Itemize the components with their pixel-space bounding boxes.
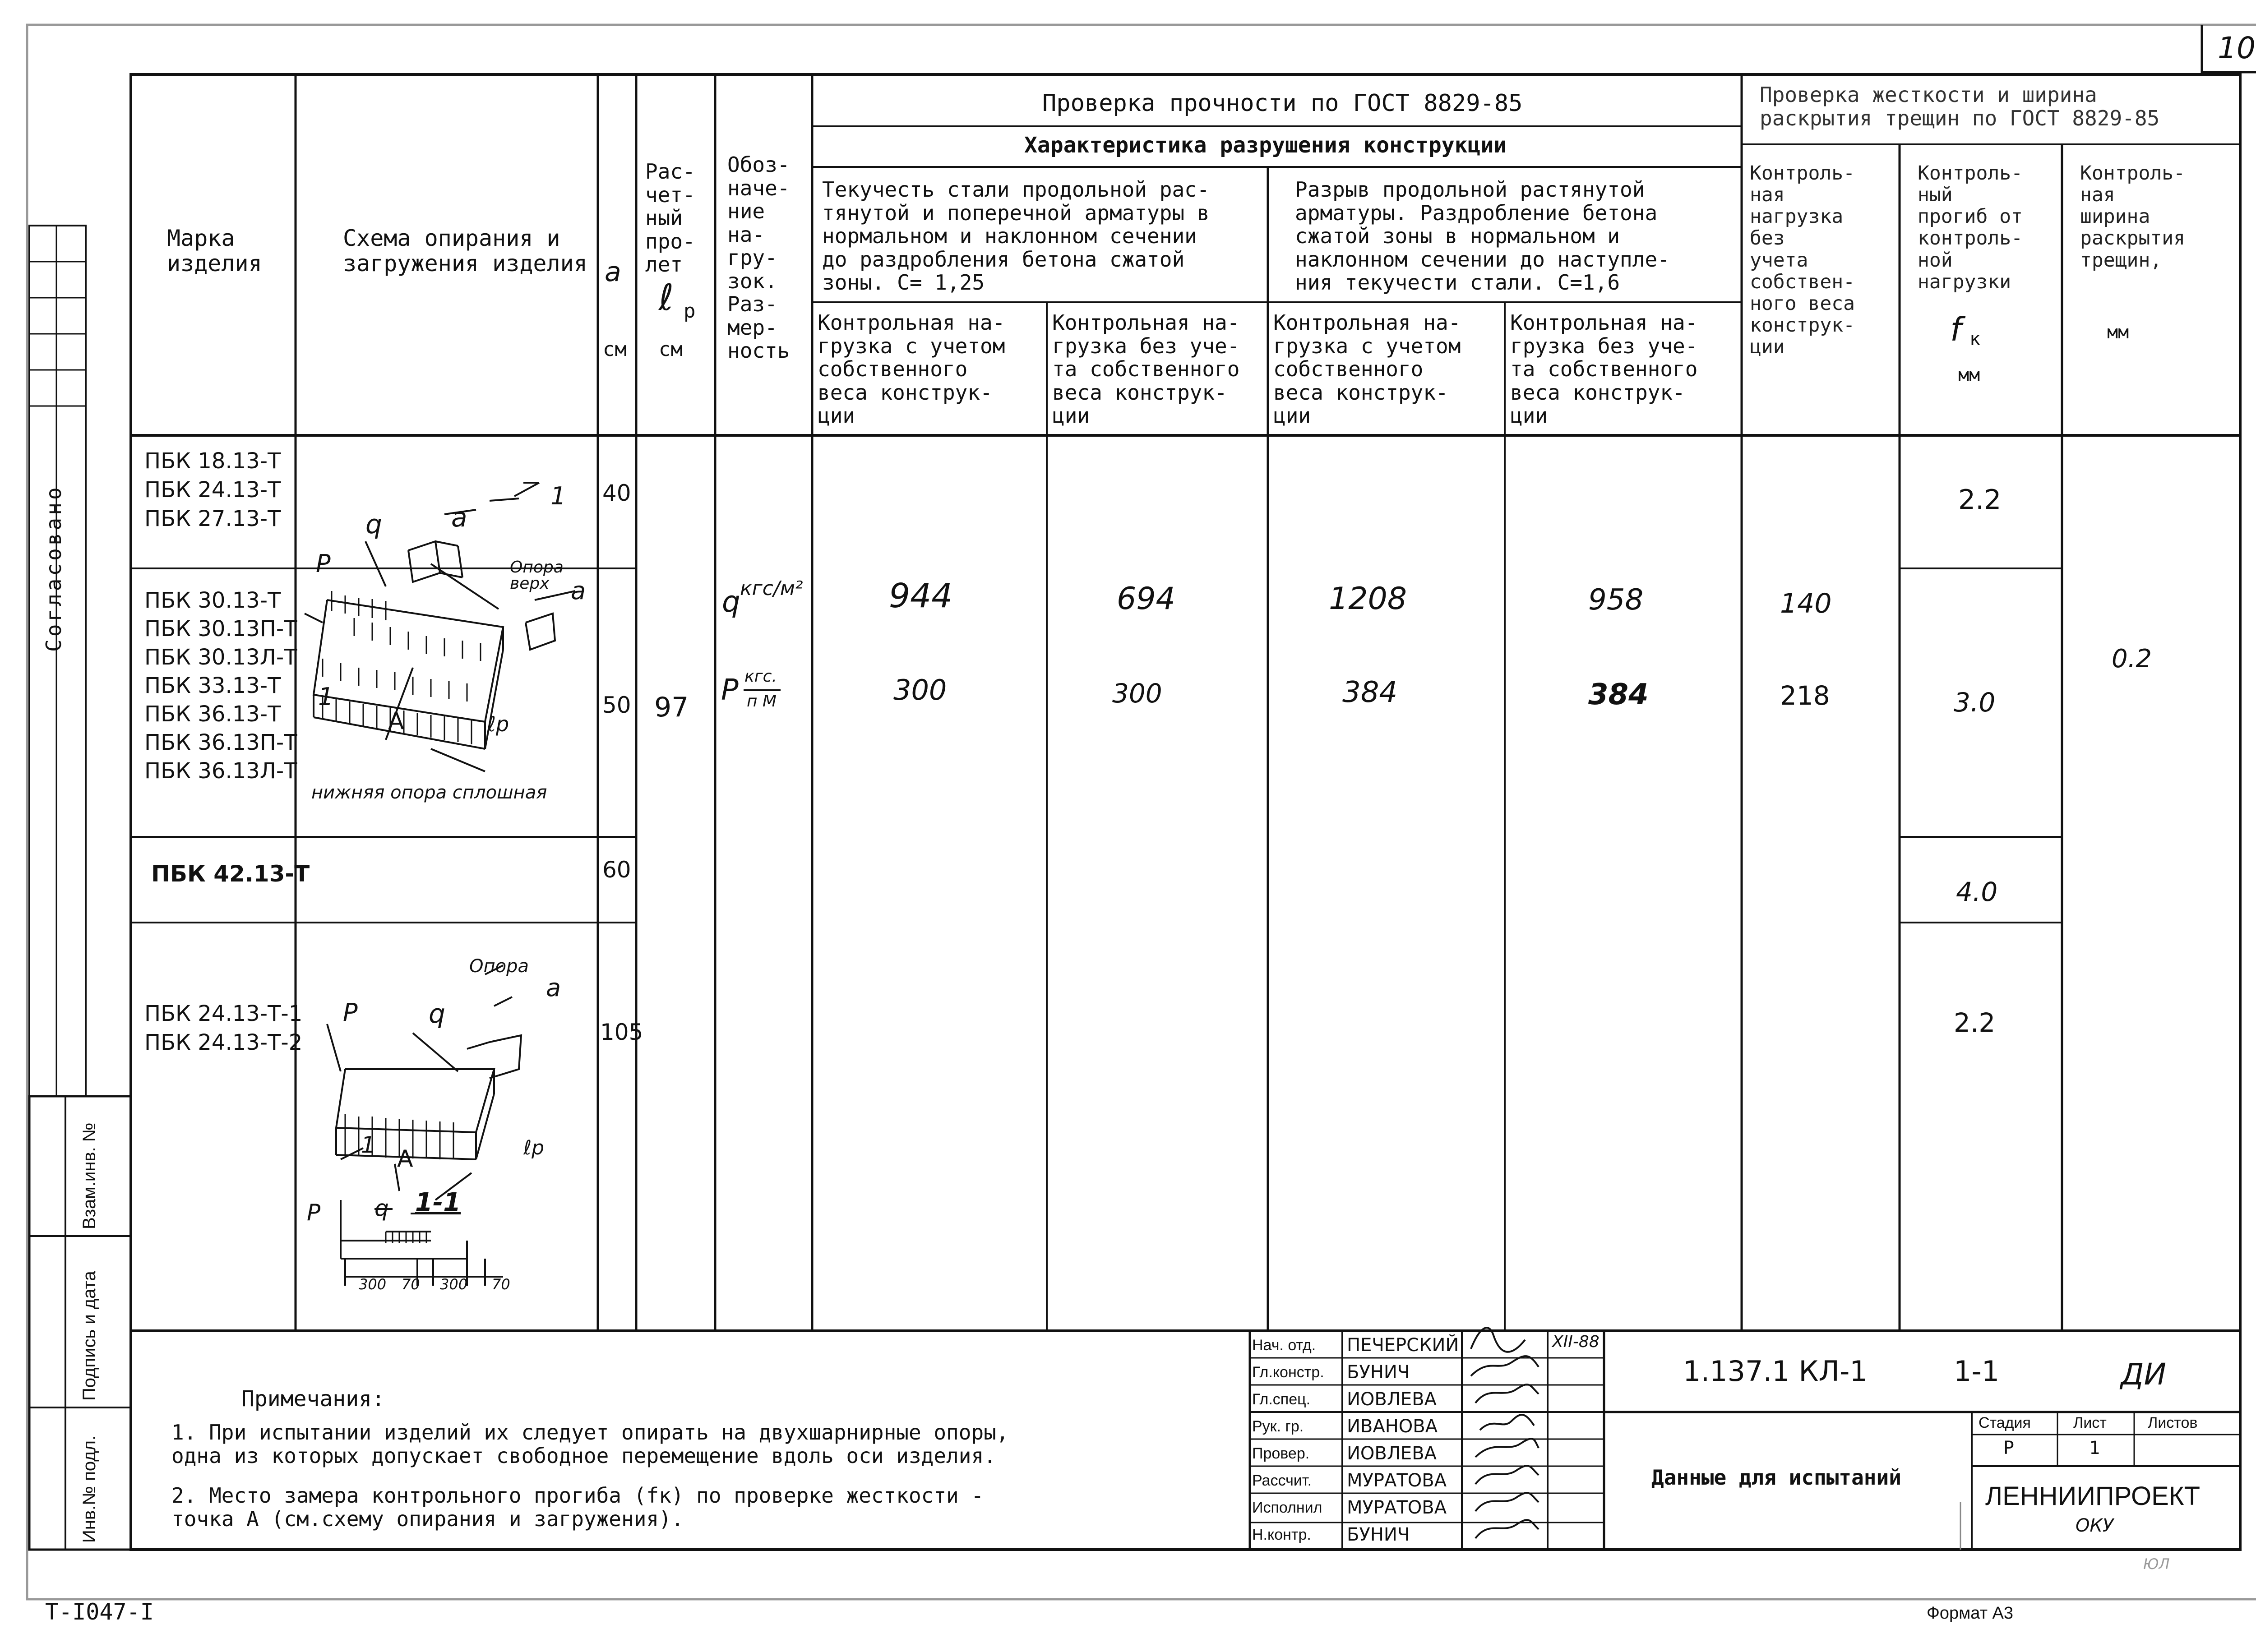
header-deflection-sub: к <box>1969 329 1981 350</box>
title-block-role: Рассчит. <box>1252 1472 1312 1489</box>
section-dim-70-2: 70 <box>492 1276 510 1293</box>
mark-item: ПБК 24.13-Т-2 <box>144 1030 303 1055</box>
scheme-lower-q: q <box>429 998 445 1029</box>
note-1: 1. При испытании изделий их следует опирать на двухшарнирные опоры, одна из которых допускает свободное перемещение вдоль оси изделия. <box>171 1420 1009 1468</box>
scheme-upper-p: P <box>316 549 331 578</box>
mark-item: ПБК 36.13П-Т <box>144 730 297 755</box>
scheme-lower-a: a <box>546 974 561 1002</box>
section-title: 1-1 <box>415 1188 461 1217</box>
title-block-role: Н.контр. <box>1252 1526 1311 1543</box>
load-p-unit-bar <box>744 689 781 691</box>
org-name: ЛЕННИИПРОЕКТ <box>1985 1481 2201 1511</box>
notes-title: Примечания: <box>241 1386 385 1412</box>
deflection-3: 4.0 <box>1956 877 1998 907</box>
mark-item: ПБК 30.13Л-Т <box>144 645 297 670</box>
header-stiff-crack: Контроль- ная ширина раскрытия трещин, <box>2080 162 2185 272</box>
header-stiff-load: Контроль- ная нагрузка без учета собствен- ного веса конструк- ции <box>1750 162 1855 359</box>
load-p-unit-bottom: п М <box>747 692 777 711</box>
title-block-role: Исполнил <box>1252 1499 1322 1516</box>
scheme-point-a: A <box>388 708 404 735</box>
section-q: q <box>374 1195 389 1221</box>
header-deflection-symbol: f <box>1950 310 1962 348</box>
title-block-name: ИОВЛЕВА <box>1347 1389 1437 1410</box>
mark-item: ПБК 36.13-Т <box>144 701 281 727</box>
yield-with-p: 300 <box>893 674 947 706</box>
header-rupture-with-weight: Контрольная на- грузка с учетом собственного веса конструк- ции <box>1273 310 1461 428</box>
scheme-lower-mark: 1 <box>361 1132 375 1158</box>
scheme-upper-a-2: a <box>571 577 586 605</box>
load-p-unit-top: кгс. <box>744 667 777 686</box>
title-block-name: МУРАТОВА <box>1347 1497 1447 1518</box>
a-value-4: 105 <box>600 1019 643 1045</box>
section-dim-300-1: 300 <box>359 1276 387 1293</box>
scheme-lower-span: ℓр <box>523 1136 545 1159</box>
header-failure-title: Характеристика разрушения конструкции <box>1024 133 1507 158</box>
note-2: 2. Место замера контрольного прогиба (fк) по проверке жесткости - точка А (см.схему опирания и загружения). <box>171 1483 984 1531</box>
title-block-role: Нач. отд. <box>1252 1337 1316 1354</box>
a-value-2: 50 <box>602 692 631 718</box>
doc-title: Данные для испытаний <box>1651 1465 1901 1490</box>
header-stiffness-title: Проверка жесткости и ширина раскрытия трещин по ГОСТ 8829-85 <box>1760 83 2160 130</box>
load-p-symbol: P <box>721 674 739 707</box>
mark-item: ПБК 36.13Л-Т <box>144 758 297 784</box>
doc-code: 1.137.1 КЛ-1 <box>1683 1355 1868 1388</box>
header-span: Рас- чет- ный про- лет <box>645 159 695 277</box>
yield-without-p: 300 <box>1112 678 1162 709</box>
header-deflection-unit: мм <box>1958 365 1980 386</box>
title-block-role: Гл.констр. <box>1252 1364 1324 1381</box>
scheme-upper-mark-1: 1 <box>550 482 566 510</box>
scheme-upper-a-1: a <box>451 502 467 533</box>
header-span-symbol: ℓ <box>659 277 674 318</box>
scheme-lower-support: Опора <box>469 956 529 977</box>
deflection-1: 2.2 <box>1958 484 2002 516</box>
header-stiff-deflection: Контроль- ный прогиб от контроль- ной нагрузки <box>1918 162 2023 293</box>
scheme-lower-point-a: A <box>397 1145 413 1172</box>
sheets-label: Листов <box>2148 1414 2198 1431</box>
rupture-with-p: 384 <box>1342 676 1398 709</box>
header-a: a <box>605 256 621 288</box>
scheme-bottom-support: нижняя опора сплошная <box>311 782 547 803</box>
header-mark: Марка изделия <box>167 225 262 277</box>
header-crack-unit: мм <box>2107 322 2129 343</box>
mark-item: ПБК 27.13-Т <box>144 506 281 531</box>
a-value-1: 40 <box>602 480 631 506</box>
title-block-name: ИОВЛЕВА <box>1347 1443 1437 1464</box>
doc-code-suffix: ДИ <box>2121 1357 2166 1392</box>
org-dept: ОКУ <box>2076 1515 2114 1536</box>
stage-label: Стадия <box>1979 1414 2031 1431</box>
header-rupture-group: Разрыв продольной растянутой арматуры. Раздробление бетона сжатой зоны в нормальном и наклонном сечении до наступле- ния текучести стали. С=1,6 <box>1295 177 1670 295</box>
crack-width: 0.2 <box>2112 644 2152 674</box>
mark-item: ПБК 30.13П-Т <box>144 616 297 641</box>
stiff-load-p: 218 <box>1780 680 1830 711</box>
header-designation: Обоз- наче- ние на- гру- зок. Раз- мер- ность <box>727 152 790 363</box>
deflection-4: 2.2 <box>1954 1007 1996 1038</box>
header-strength-title: Проверка прочности по ГОСТ 8829-85 <box>1042 90 1523 117</box>
header-scheme: Схема опирания и загружения изделия <box>343 225 587 277</box>
mark-item: ПБК 18.13-Т <box>144 448 281 474</box>
scheme-lower-p: P <box>343 998 358 1027</box>
title-block-roles <box>1252 1332 1324 1548</box>
span-value: 97 <box>654 692 689 723</box>
scheme-lower-panel <box>296 961 598 1322</box>
mark-group-4 <box>144 999 302 1057</box>
header-a-unit: см <box>603 338 627 361</box>
title-block-name: ИВАНОВА <box>1347 1416 1438 1437</box>
stamp-sign-date: Подпись и дата <box>79 1271 99 1401</box>
rupture-with-q: 1208 <box>1329 581 1407 617</box>
header-yield-without-weight: Контрольная на- грузка без уче- та собственного веса конструк- ции <box>1052 310 1240 428</box>
mark-item: ПБК 30.13-Т <box>144 588 281 613</box>
title-block-name: БУНИЧ <box>1347 1362 1410 1383</box>
mark-item: ПБК 33.13-Т <box>144 673 281 698</box>
header-span-sub: р <box>684 300 696 323</box>
section-dim-300-2: 300 <box>440 1276 468 1293</box>
sheet-value: 1 <box>2089 1438 2100 1458</box>
mark-group-1 <box>144 447 281 533</box>
rupture-without-p: 384 <box>1588 678 1649 711</box>
a-value-3: 60 <box>602 857 631 883</box>
yield-without-q: 694 <box>1117 581 1175 617</box>
section-dim-70-1: 70 <box>402 1276 420 1293</box>
bottom-left-code: Т-I047-I <box>45 1599 154 1625</box>
title-block-role: Гл.спец. <box>1252 1391 1311 1408</box>
scheme-top-support: Опора верх <box>510 558 564 593</box>
section-p: P <box>307 1200 321 1226</box>
header-rupture-without-weight: Контрольная на- грузка без уче- та собственного веса конструк- ции <box>1510 310 1698 428</box>
title-block-role: Провер. <box>1252 1445 1310 1462</box>
scheme-upper-panel <box>296 478 598 803</box>
title-block-name: БУНИЧ <box>1347 1524 1410 1545</box>
stamp-agreed: Согласовано <box>42 485 66 652</box>
scheme-upper-q: q <box>365 509 382 540</box>
header-span-unit: см <box>659 338 683 361</box>
mark-item: ПБК 24.13-Т <box>144 477 281 503</box>
deflection-2: 3.0 <box>1954 687 1996 718</box>
title-block-role: Рук. гр. <box>1252 1418 1304 1435</box>
title-block-signatures <box>1462 1308 1548 1552</box>
rupture-without-q: 958 <box>1588 583 1644 617</box>
mark-item: ПБК 42.13-Т <box>151 861 310 887</box>
stiff-load-q: 140 <box>1780 588 1832 619</box>
yield-with-q: 944 <box>889 577 953 615</box>
scheme-upper-span: ℓр <box>487 712 509 736</box>
stage-value: Р <box>2003 1438 2015 1458</box>
scheme-upper-mark-2: 1 <box>318 683 334 711</box>
doc-code-part: 1-1 <box>1954 1355 2000 1388</box>
mark-item: ПБК 24.13-Т-1 <box>144 1001 303 1026</box>
mark-group-3 <box>151 859 310 888</box>
load-q-symbol: q <box>722 586 740 619</box>
load-q-unit: кгс/м² <box>740 577 803 600</box>
header-yield-with-weight: Контрольная на- грузка с учетом собственного веса конструк- ции <box>818 310 1005 428</box>
title-block-date: XII-88 <box>1552 1333 1600 1351</box>
mark-group-2 <box>144 586 297 785</box>
stamp-inv-replace: Взам.инв. № <box>79 1122 99 1229</box>
sheet-number: 10 <box>2218 31 2256 65</box>
title-block-name: МУРАТОВА <box>1347 1470 1447 1491</box>
format-label: Формат А3 <box>1927 1604 2014 1623</box>
corner-mark: ЮЛ <box>2143 1555 2170 1573</box>
stamp-inv-original: Инв.№ подл. <box>79 1435 99 1543</box>
header-yield-group: Текучесть стали продольной рас- тянутой и поперечной арматуры в нормальном и наклонном сечении до раздробления бетона сжатой зоны. С= 1,25 <box>822 177 1210 295</box>
sheet-label: Лист <box>2073 1414 2107 1431</box>
title-block-name: ПЕЧЕРСКИЙ <box>1347 1335 1459 1356</box>
title-block-names <box>1347 1332 1459 1548</box>
